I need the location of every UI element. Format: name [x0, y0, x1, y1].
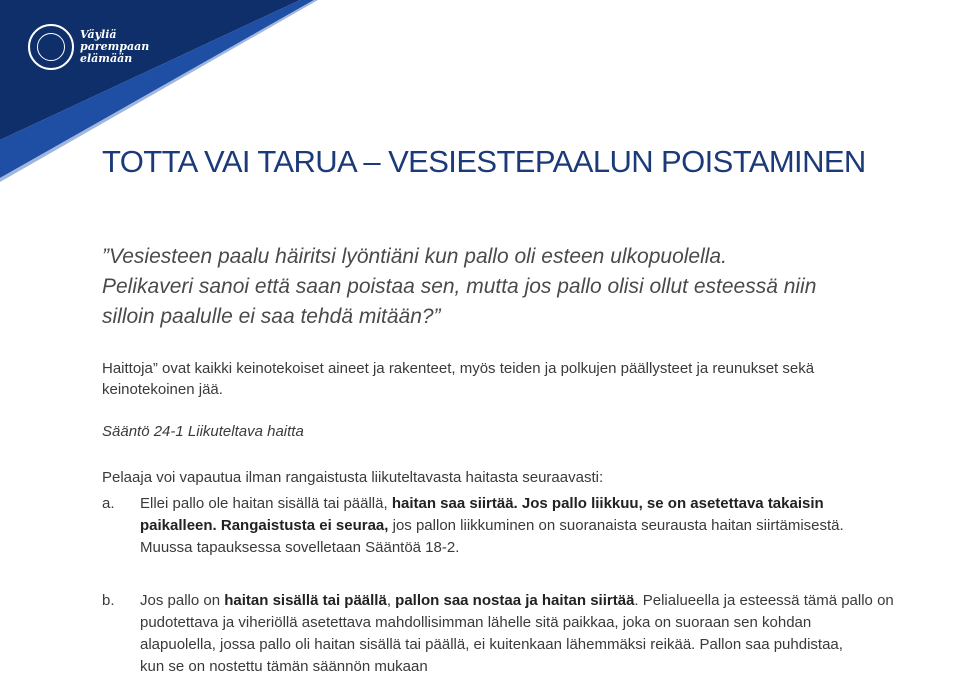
- logo-slogan: [80, 29, 149, 65]
- list-item-b: [102, 590, 952, 678]
- rule-title-text: Sääntö 24-1 Liikuteltava haitta: [102, 423, 304, 440]
- item-text: . Pelialueella ja esteessä tämä pallo on: [634, 592, 894, 609]
- golf-federation-seal: [28, 24, 74, 70]
- item-line: Muussa tapauksessa sovelletaan Sääntöä 18-2.: [140, 539, 460, 556]
- item-bold-text: haitan saa siirtää. Jos pallo liikkuu, se on asetettava takaisin: [391, 495, 824, 512]
- list-item-body: [140, 493, 952, 559]
- slogan-line: parempaan: [80, 40, 150, 53]
- item-bold-text: haitan sisällä tai päällä: [224, 592, 387, 609]
- list-letter: b.: [102, 592, 115, 609]
- quote: [102, 242, 952, 332]
- item-bold-text: pallon saa nostaa ja haitan siirtää: [395, 592, 635, 609]
- item-line: alapuolella, jossa pallo oli haitan sisällä tai päällä, ei kuitenkaan lähemmäksi reikää. Pallon saa puhdistaa,: [140, 636, 843, 653]
- intro-text: Pelaaja voi vapautua ilman rangaistusta liikuteltavasta haitasta seuraavasti:: [102, 469, 604, 486]
- rule-title: [102, 421, 942, 442]
- item-bold-text: paikalleen. Rangaistusta ei seuraa,: [140, 517, 389, 534]
- definition-line: keinotekoinen jää.: [102, 381, 223, 398]
- quote-line: Pelikaveri sanoi että saan poistaa sen, mutta jos pallo olisi ollut esteessä niin: [102, 275, 817, 298]
- seal-inner-ring: [37, 33, 65, 61]
- item-text: Ellei pallo ole haitan sisällä tai päällä,: [140, 495, 392, 512]
- item-line: [140, 493, 952, 515]
- item-text: jos pallon liikkuminen on suoranaista seurausta haitan siirtämisestä.: [388, 517, 844, 534]
- slogan-line: Väyliä: [80, 28, 117, 41]
- logo: [28, 24, 149, 70]
- list-letter: a.: [102, 495, 115, 512]
- list-item-body: [140, 590, 952, 678]
- definition-line: Haittoja” ovat kaikki keinotekoiset aineet ja rakenteet, myös teiden ja polkujen päällysteet ja reunukset sekä: [102, 360, 815, 377]
- page-title: TOTTA VAI TARUA – VESIESTEPAALUN POISTAMINEN: [102, 144, 866, 179]
- item-line: pudotettava ja viheriöllä asetettava mahdollisimman lähelle sitä paikkaa, joka on suoraan sen kohdan: [140, 614, 812, 631]
- quote-line: silloin paalulle ei saa tehdä mitään?”: [102, 305, 441, 328]
- item-line: kun se on nostettu tämän säännön mukaan: [140, 658, 428, 675]
- item-text: ,: [386, 592, 396, 609]
- list-item-a: [102, 493, 952, 559]
- slogan-line: elämään: [80, 52, 133, 65]
- item-line: [140, 515, 952, 537]
- definition-paragraph: [102, 358, 942, 400]
- quote-line: ”Vesiesteen paalu häiritsi lyöntiäni kun pallo oli esteen ulkopuolella.: [102, 245, 727, 268]
- intro-paragraph: [102, 467, 942, 488]
- item-text: Jos pallo on: [140, 592, 225, 609]
- item-line: [140, 590, 952, 612]
